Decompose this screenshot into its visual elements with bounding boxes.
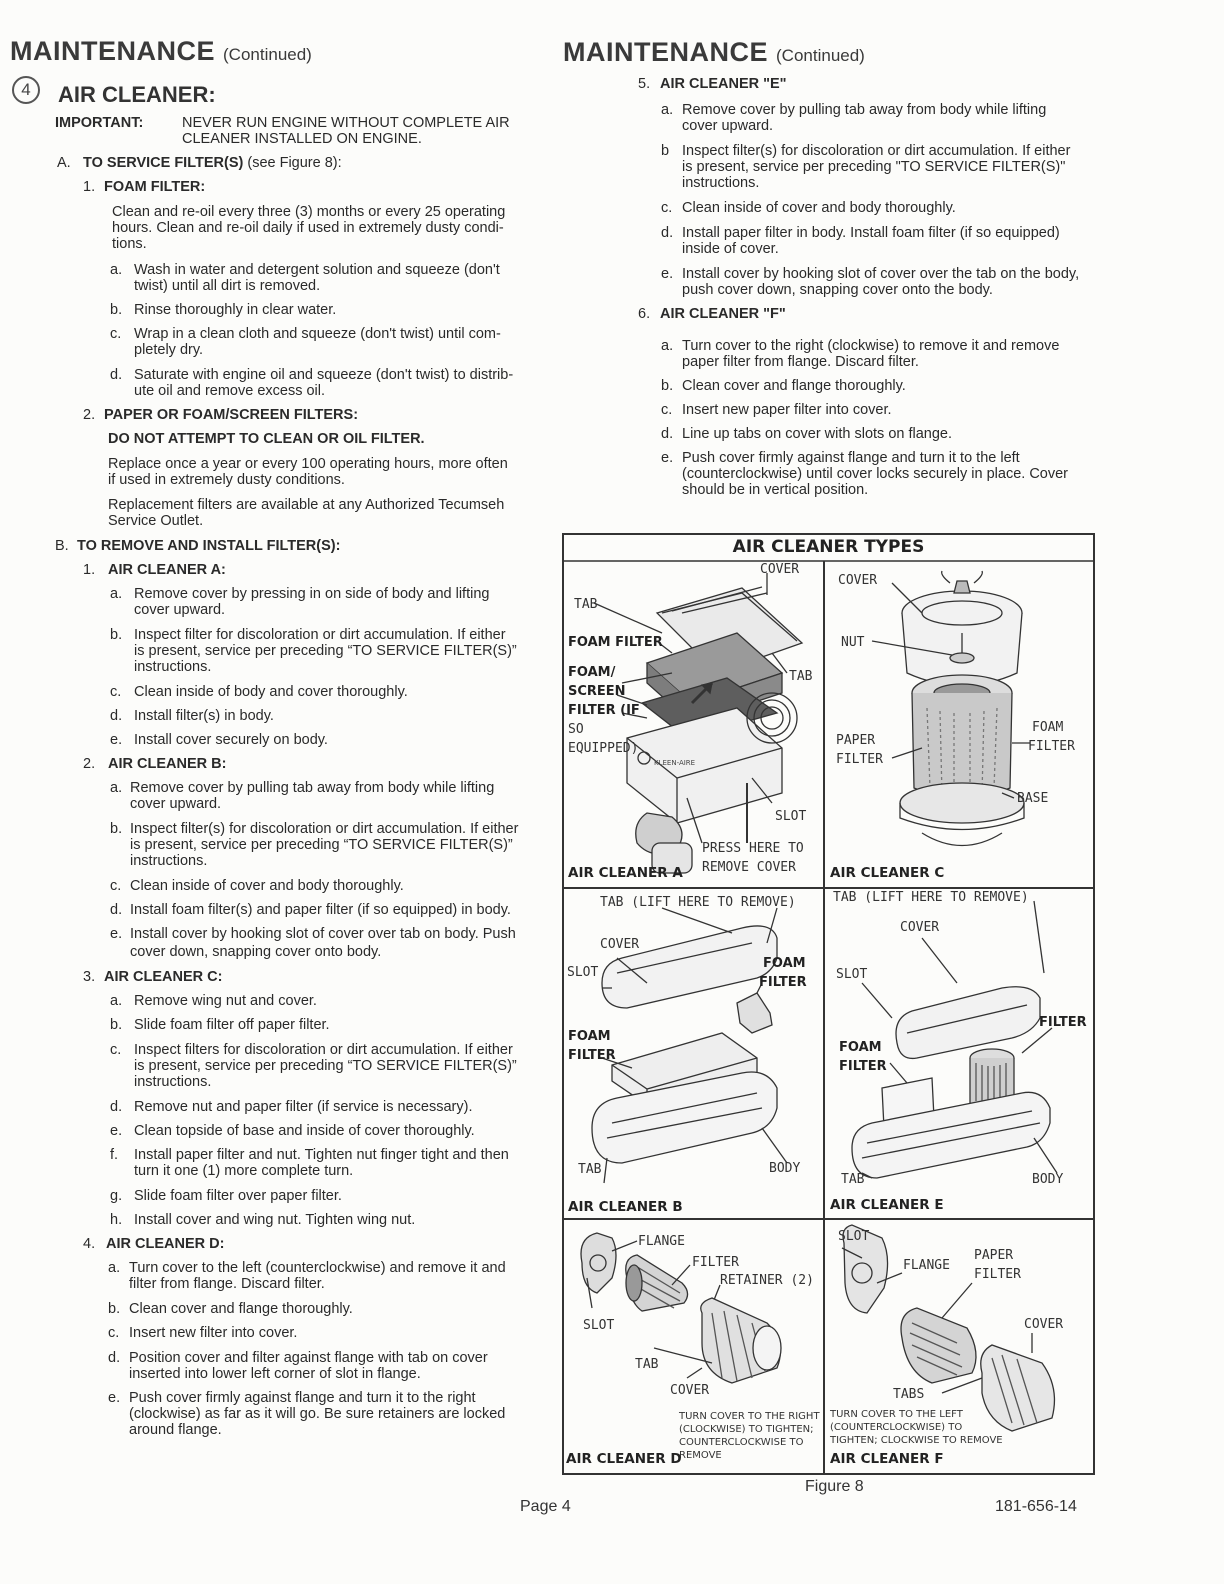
item-title: AIR CLEANER "F"	[660, 306, 786, 322]
label: SLOT	[775, 809, 807, 824]
list-item: Clean topside of base and inside of cover thoroughly.	[134, 1123, 475, 1139]
air-cleaner-body	[627, 708, 782, 823]
list-item: is present, service per preceding “TO SERVICE FILTER(S)”	[134, 643, 517, 659]
list-item: Inspect filter(s) for discoloration or dirt accumulation. If either	[130, 821, 519, 837]
figure-8	[562, 533, 1095, 1475]
subsection-title: TO REMOVE AND INSTALL FILTER(S):	[77, 538, 341, 554]
label: FOAM	[1032, 720, 1064, 735]
subsection-title: TO SERVICE FILTER(S) (see Figure 8):	[83, 155, 342, 171]
figure-caption-d: AIR CLEANER D	[566, 1451, 682, 1467]
list-marker: a.	[661, 102, 674, 118]
label: TABS	[893, 1387, 925, 1402]
warning-text: DO NOT ATTEMPT TO CLEAN OR OIL FILTER.	[108, 431, 425, 447]
list-item: Remove wing nut and cover.	[134, 993, 317, 1009]
list-item: should be in vertical position.	[682, 482, 869, 498]
list-marker: e.	[108, 1390, 121, 1406]
list-marker: d.	[110, 902, 123, 918]
list-item: Install filter(s) in body.	[134, 708, 274, 724]
leader	[662, 908, 732, 933]
figure-drawings	[562, 533, 1095, 1475]
figure-caption-f: AIR CLEANER F	[830, 1451, 944, 1467]
section-title: AIR CLEANER:	[58, 82, 216, 107]
list-marker: c.	[108, 1325, 120, 1341]
list-item: instructions.	[682, 175, 760, 191]
left-heading: MAINTENANCE (Continued)	[10, 36, 312, 66]
item-title: AIR CLEANER A:	[108, 562, 226, 578]
list-marker: e.	[110, 926, 123, 942]
list-item: Rinse thoroughly in clear water.	[134, 302, 337, 318]
paragraph: Replacement filters are available at any Authorized Tecumseh	[108, 497, 505, 513]
label: SCREEN	[568, 684, 626, 699]
list-item: Clean cover and flange thoroughly.	[129, 1301, 353, 1317]
b-foam-small	[737, 993, 772, 1033]
label: SLOT	[836, 967, 868, 982]
list-item: Push cover firmly against flange and turn it to the right	[129, 1390, 476, 1406]
label: BODY	[1032, 1172, 1064, 1187]
list-marker: A.	[57, 155, 71, 171]
list-marker: a.	[110, 586, 123, 602]
important-text: NEVER RUN ENGINE WITHOUT COMPLETE AIR	[182, 115, 510, 131]
paragraph: if used in extremely dusty conditions.	[108, 472, 345, 488]
label: PAPER	[974, 1248, 1014, 1263]
d-flange	[581, 1233, 616, 1293]
list-marker: a.	[110, 262, 123, 278]
air-cleaner-e-drawing	[852, 901, 1057, 1178]
list-item: push cover down, snapping cover onto the body.	[682, 282, 993, 298]
list-marker: b.	[110, 627, 123, 643]
leader	[942, 1283, 972, 1318]
item-title: AIR CLEANER C:	[104, 969, 223, 985]
list-item: (counterclockwise) until cover locks securely in place. Cover	[682, 466, 1069, 482]
label: TAB	[841, 1172, 865, 1187]
label: FOAM FILTER	[568, 635, 663, 650]
list-item: inserted into lower left corner of slot in flange.	[129, 1366, 421, 1382]
c-base	[900, 783, 1024, 823]
note: TURN COVER TO THE RIGHT	[679, 1411, 820, 1422]
list-item: Install cover and wing nut. Tighten wing nut.	[134, 1212, 416, 1228]
list-item: Slide foam filter off paper filter.	[134, 1017, 330, 1033]
list-marker: h.	[110, 1212, 123, 1228]
label: FILTER	[568, 1048, 616, 1063]
list-marker: d.	[661, 225, 674, 241]
air-cleaner-c-drawing	[872, 571, 1030, 846]
label: TAB	[574, 597, 598, 612]
list-item: paper filter from flange. Discard filter.	[682, 354, 919, 370]
list-item: ute oil and remove excess oil.	[134, 383, 326, 399]
list-marker: 4.	[83, 1236, 96, 1252]
list-item: Wrap in a clean cloth and squeeze (don't twist) until com-	[134, 326, 501, 342]
important-label: IMPORTANT:	[55, 115, 144, 131]
list-item: (clockwise) as far as it will go. Be sure retainers are locked	[129, 1406, 506, 1422]
list-item: pletely dry.	[134, 342, 204, 358]
item-title: PAPER OR FOAM/SCREEN FILTERS:	[104, 407, 359, 423]
list-item: Inspect filter(s) for discoloration or dirt accumulation. If either	[682, 143, 1071, 159]
list-item: Install foam filter(s) and paper filter (if so equipped) in body.	[130, 902, 511, 918]
list-item: cover down, snapping cover onto body.	[130, 944, 382, 960]
label: PAPER	[836, 733, 876, 748]
label: COVER	[838, 573, 878, 588]
list-item: Inspect filters for discoloration or dirt accumulation. If either	[134, 1042, 513, 1058]
figure-caption-a: AIR CLEANER A	[568, 865, 683, 881]
list-item: inside of cover.	[682, 241, 779, 257]
important-text: CLEANER INSTALLED ON ENGINE.	[182, 131, 422, 147]
list-item: Wash in water and detergent solution and squeeze (don't	[134, 262, 500, 278]
label: SLOT	[583, 1318, 615, 1333]
item-title: AIR CLEANER "E"	[660, 76, 787, 92]
air-cleaner-d-drawing	[581, 1233, 781, 1383]
list-item: Install paper filter in body. Install foam filter (if so equipped)	[682, 225, 1060, 241]
leader	[762, 1128, 787, 1163]
paragraph: hours. Clean and re-oil daily if used in extremely dusty condi-	[112, 220, 504, 236]
list-item: instructions.	[130, 853, 208, 869]
leader	[942, 1378, 982, 1393]
figure-caption-c: AIR CLEANER C	[830, 865, 945, 881]
label: TAB (LIFT HERE TO REMOVE)	[833, 890, 1029, 905]
list-marker: b.	[110, 302, 123, 318]
list-item: Clean cover and flange thoroughly.	[682, 378, 906, 394]
paragraph: tions.	[112, 236, 147, 252]
list-item: turn it one (1) more complete turn.	[134, 1163, 354, 1179]
label: FOAM	[568, 1029, 611, 1044]
list-marker: 1.	[83, 562, 96, 578]
list-item: Insert new paper filter into cover.	[682, 402, 892, 418]
list-item: Clean inside of cover and body thoroughly.	[682, 200, 956, 216]
air-cleaner-a-drawing	[594, 573, 802, 873]
note: TURN COVER TO THE LEFT	[830, 1409, 963, 1420]
leader	[922, 938, 957, 983]
note: (CLOCKWISE) TO TIGHTEN;	[679, 1424, 814, 1435]
list-item: filter from flange. Discard filter.	[129, 1276, 325, 1292]
label: SLOT	[567, 965, 599, 980]
section-number-circle: 4	[12, 76, 40, 104]
label: FLANGE	[638, 1234, 685, 1249]
figure-caption-b: AIR CLEANER B	[568, 1199, 683, 1215]
list-item: Turn cover to the right (clockwise) to remove it and remove	[682, 338, 1060, 354]
list-marker: c.	[661, 200, 673, 216]
list-item: Position cover and filter against flange with tab on cover	[129, 1350, 488, 1366]
list-marker: b	[661, 143, 670, 159]
label: COVER	[900, 920, 940, 935]
list-item: cover upward.	[134, 602, 226, 618]
list-marker: b.	[110, 821, 123, 837]
label: COVER	[760, 562, 800, 577]
label: FOAM	[763, 956, 806, 971]
list-item: instructions.	[134, 1074, 212, 1090]
list-marker: d.	[110, 1099, 123, 1115]
list-marker: e.	[661, 266, 674, 282]
list-item: Install cover by hooking slot of cover over the tab on the body,	[682, 266, 1080, 282]
wing-nut	[954, 581, 970, 593]
list-marker: 6.	[638, 306, 651, 322]
list-marker: d.	[108, 1350, 121, 1366]
label: TAB (LIFT HERE TO REMOVE)	[600, 895, 796, 910]
leader	[604, 1158, 607, 1183]
label: FLANGE	[903, 1258, 950, 1273]
list-marker: b.	[110, 1017, 123, 1033]
item-title: AIR CLEANER D:	[106, 1236, 225, 1252]
list-marker: 2.	[83, 407, 96, 423]
paragraph: Clean and re-oil every three (3) months or every 25 operating	[112, 204, 506, 220]
label: FOAM/	[568, 665, 616, 680]
label: NUT	[841, 635, 865, 650]
list-item: Clean inside of body and cover thoroughly.	[134, 684, 408, 700]
list-item: is present, service per preceding “TO SERVICE FILTER(S)”	[134, 1058, 517, 1074]
list-marker: d.	[661, 426, 674, 442]
list-marker: a.	[108, 1260, 121, 1276]
leader	[862, 983, 892, 1018]
label: COVER	[1024, 1317, 1064, 1332]
list-marker: 1.	[83, 179, 96, 195]
page-number: Page 4	[520, 1498, 571, 1515]
list-marker: e.	[110, 732, 123, 748]
list-marker: d.	[110, 367, 123, 383]
air-cleaner-f-drawing	[842, 1225, 1054, 1431]
label: TAB	[635, 1357, 659, 1372]
label: COVER	[600, 937, 640, 952]
label: BASE	[1017, 791, 1049, 806]
list-item: Remove nut and paper filter (if service is necessary).	[134, 1099, 473, 1115]
list-marker: B.	[55, 538, 69, 554]
label: REMOVE COVER	[702, 860, 796, 875]
label: EQUIPPED)	[568, 741, 639, 756]
label: FILTER	[1028, 739, 1075, 754]
note: REMOVE	[679, 1450, 722, 1461]
list-marker: c.	[661, 402, 673, 418]
list-marker: f.	[110, 1147, 119, 1163]
list-item: Insert new filter into cover.	[129, 1325, 298, 1341]
e-cover	[896, 987, 1040, 1059]
paragraph: Service Outlet.	[108, 513, 204, 529]
label: SLOT	[838, 1229, 870, 1244]
list-marker: b.	[108, 1301, 121, 1317]
list-marker: a.	[661, 338, 674, 354]
list-marker: 2.	[83, 756, 96, 772]
list-marker: d.	[110, 708, 123, 724]
paragraph: Replace once a year or every 100 operating hours, more often	[108, 456, 508, 472]
list-item: Line up tabs on cover with slots on flange.	[682, 426, 953, 442]
brand-label: KLEEN-AIRE	[654, 759, 696, 767]
label: PRESS HERE TO	[702, 841, 804, 856]
list-marker: b.	[661, 378, 674, 394]
list-marker: e.	[110, 1123, 123, 1139]
list-marker: 3.	[83, 969, 96, 985]
label: FILTER	[759, 975, 807, 990]
leader	[612, 1241, 637, 1251]
label: BODY	[769, 1161, 801, 1176]
list-marker: c.	[110, 326, 122, 342]
list-item: Remove cover by pulling tab away from body while lifting	[130, 780, 495, 796]
list-marker: e.	[661, 450, 674, 466]
list-item: Slide foam filter over paper filter.	[134, 1188, 342, 1204]
note: (COUNTERCLOCKWISE) TO	[830, 1422, 963, 1433]
item-title: AIR CLEANER B:	[108, 756, 227, 772]
label: SO	[568, 722, 584, 737]
label: TAB	[578, 1162, 602, 1177]
figure-caption: Figure 8	[805, 1478, 864, 1495]
list-item: Install cover securely on body.	[134, 732, 328, 748]
list-item: Install cover by hooking slot of cover over tab on body. Push	[130, 926, 516, 942]
label: FILTER	[839, 1059, 887, 1074]
list-marker: 5.	[638, 76, 651, 92]
label: RETAINER (2)	[720, 1273, 814, 1288]
list-marker: a.	[110, 993, 123, 1009]
label: FILTER	[836, 752, 883, 767]
label: FOAM	[839, 1040, 882, 1055]
leader	[687, 1368, 702, 1378]
label: TAB	[789, 669, 813, 684]
leader	[890, 1063, 907, 1083]
document-number: 181-656-14	[995, 1498, 1077, 1515]
list-item: is present, service per preceding “TO SERVICE FILTER(S)”	[130, 837, 513, 853]
list-item: is present, service per preceding "TO SERVICE FILTER(S)"	[682, 159, 1066, 175]
item-title: FOAM FILTER:	[104, 179, 206, 195]
note: TIGHTEN; CLOCKWISE TO REMOVE	[830, 1435, 1003, 1446]
list-item: Inspect filter for discoloration or dirt accumulation. If either	[134, 627, 506, 643]
list-item: Remove cover by pulling tab away from body while lifting	[682, 102, 1047, 118]
figure-title: AIR CLEANER TYPES	[732, 537, 925, 557]
list-item: Remove cover by pressing in on side of body and lifting	[134, 586, 490, 602]
list-item: Turn cover to the left (counterclockwise) and remove it and	[129, 1260, 506, 1276]
right-heading: MAINTENANCE (Continued)	[563, 37, 865, 67]
list-item: cover upward.	[130, 796, 222, 812]
leader	[1034, 901, 1044, 973]
list-item: instructions.	[134, 659, 212, 675]
label: FILTER	[974, 1267, 1021, 1282]
list-marker: c.	[110, 684, 122, 700]
label: FILTER	[692, 1255, 739, 1270]
list-marker: g.	[110, 1188, 123, 1204]
label: FILTER	[1039, 1015, 1087, 1030]
list-item: twist) until all dirt is removed.	[134, 278, 321, 294]
label: COVER	[670, 1383, 710, 1398]
f-cover	[981, 1345, 1055, 1431]
leader	[594, 603, 662, 633]
list-item: around flange.	[129, 1422, 222, 1438]
list-item: Push cover firmly against flange and turn it to the left	[682, 450, 1020, 466]
c-nut	[950, 653, 974, 663]
e-body	[852, 1092, 1050, 1178]
list-marker: c.	[110, 1042, 122, 1058]
note: COUNTERCLOCKWISE TO	[679, 1437, 804, 1448]
list-item: cover upward.	[682, 118, 774, 134]
list-item: Install paper filter and nut. Tighten nut finger tight and then	[134, 1147, 509, 1163]
leader	[1034, 1138, 1057, 1173]
figure-caption-e: AIR CLEANER E	[830, 1197, 944, 1213]
list-marker: c.	[110, 878, 122, 894]
list-marker: a.	[110, 780, 123, 796]
label: FILTER (IF	[568, 703, 640, 718]
list-item: Clean inside of cover and body thoroughly.	[130, 878, 404, 894]
list-item: Saturate with engine oil and squeeze (don't twist) to distrib-	[134, 367, 514, 383]
